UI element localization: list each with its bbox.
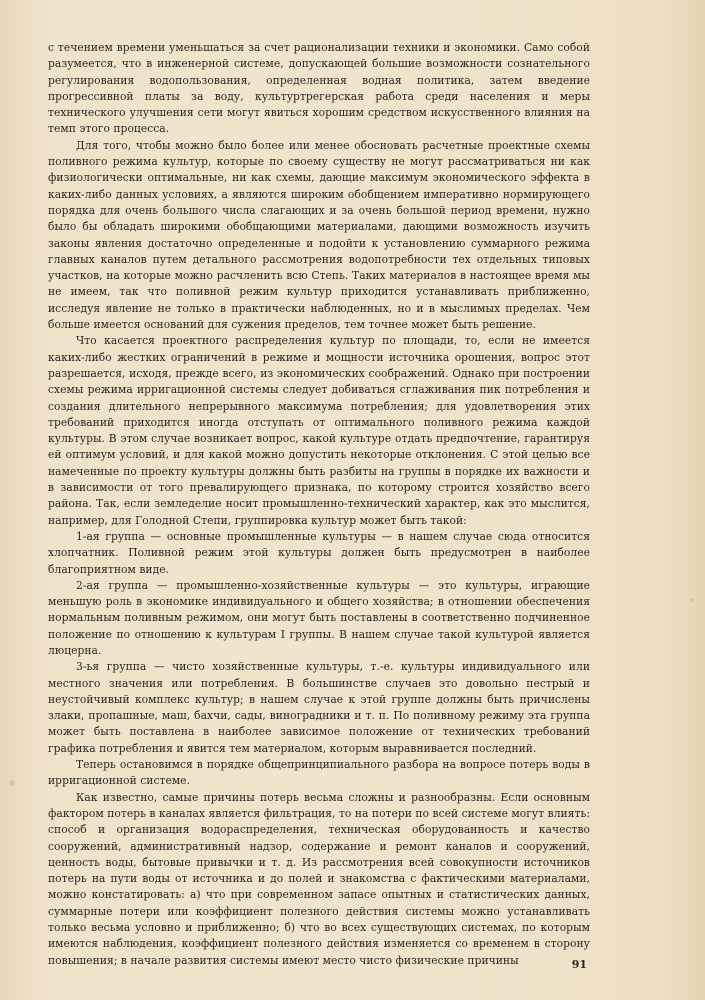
page-number: 91 xyxy=(571,958,587,971)
paragraph: Теперь остановимся в порядке общепринципиального разбора на вопросе потерь воды в ирригационной системе. xyxy=(48,758,590,788)
paragraph: Для того, чтобы можно было более или менее обосновать расчетные проектные схемы поливного режима культур, которые по своему существу не могут рассматриваться ни как физиологически оптимальные, ни как схемы, дающие максимум экономического эффекта в каких-либо данных условиях, а являются широким обобщением императивно нормирующего порядка для очень большого числа слагающих и за очень большой период времени, нужно было бы обладать широкими обобщающими материалами, дающими возможность изучить законы явления достаточно определенные и подойти к установлению суммарного режима главных каналов путем детального рассмотрения водопотребности тех отдельных типовых участков, на которые можно расчленить всю Степь. Таких материалов в настоящее время мы не имеем, так что поливной режим культур приходится устанавливать приближенно, исследуя явление не только в практически наблюденных, но и в мыслимых пределах. Чем больше имеется оснований для сужения пределов, тем точнее может быть решение. xyxy=(48,138,590,332)
body-text xyxy=(48,40,590,969)
paragraph: 1-ая группа — основные промышленные культуры — в нашем случае сюда относится хлопчатник. Поливной режим этой культуры должен быть предусмотрен в наиболее благоприятном виде. xyxy=(48,529,590,576)
paragraph: Что касается проектного распределения культур по площади, то, если не имеется каких-либо жестких ограничений в режиме и мощности источника орошения, вопрос этот разрешается, исходя, прежде всего, из экономических соображений. Однако при построении схемы режима ирригационной системы следует добиваться сглаживания пик потребления и создания длительного непрерывного максимума потребления; для удовлетворения этих требований приходится иногда отступать от оптимального поливного режима каждой культуры. В этом случае возникает вопрос, какой культуре отдать предпочтение, гарантируя ей оптимум условий, и для какой можно допустить некоторые отклонения. С этой целью все намеченные по проекту культуры должны быть разбиты на группы в порядке их важности и в зависимости от того превалирующего признака, по которому строится хозяйство всего района. Так, если земледелие носит промышленно-технический характер, как это мыслится, например, для Голодной Степи, группировка культур может быть такой: xyxy=(48,334,590,527)
paragraph: Как известно, самые причины потерь весьма сложны и разнообразны. Если основным фактором потерь в каналах является фильтрация, то на потери по всей системе могут влиять: способ и организация водораспределения, техническая оборудованность и качество сооружений, административный надзор, содержание и ремонт каналов и сооружений, ценность воды, бытовые привычки и т. д. Из рассмотрения всей совокупности источников потерь на пути воды от источника и до полей и знакомства с фактическими материалами, можно констатировать: а) что при современном запасе опытных и статистических данных, суммарные потери или коэффициент полезного действия системы можно устанавливать только весьма условно и приближенно; б) что во всех существующих системах, по которым имеются наблюдения, коэффициент полезного действия изменяется со временем в сторону повышения; в начале развития системы имеют место чисто физические причины xyxy=(48,790,590,967)
paragraph: 2-ая группа — промышленно-хозяйственные культуры — это культуры, играющие меньшую роль в экономике индивидуального и общего хозяйства; в отношении обеспечения нормальным поливным режимом, они могут быть поставлены в соответственно подчиненное положение по отношению к культурам I группы. В нашем случае такой культурой является люцерна. xyxy=(48,578,590,657)
paper-stain xyxy=(10,780,14,786)
paragraph: 3-ья группа — чисто хозяйственные культуры, т.-е. культуры индивидуального или местного значения или потребления. В большинстве случаев это довольно пестрый и неустойчивый комплекс культур; в нашем случае к этой группе должны быть причислены злаки, пропашные, маш, бахчи, сады, виноградники и т. п. По поливному режиму эта группа может быть поставлена в наиболее зависимое положение от технических требований графика потребления и явится тем материалом, которым выравнивается последний. xyxy=(48,660,590,755)
paragraph: с течением времени уменьшаться за счет рационализации техники и экономики. Само собой разумеется, что в инженерной системе, допускающей большие возможности сознательного регулирования водопользования, определенная водная политика, затем введение прогрессивной платы за воду, культуртрегерская работа среди населения и меры технического улучшения сети могут явиться хорошим средством искусственного влияния на темп этого процесса. xyxy=(48,41,590,136)
paper-stain xyxy=(690,598,693,602)
